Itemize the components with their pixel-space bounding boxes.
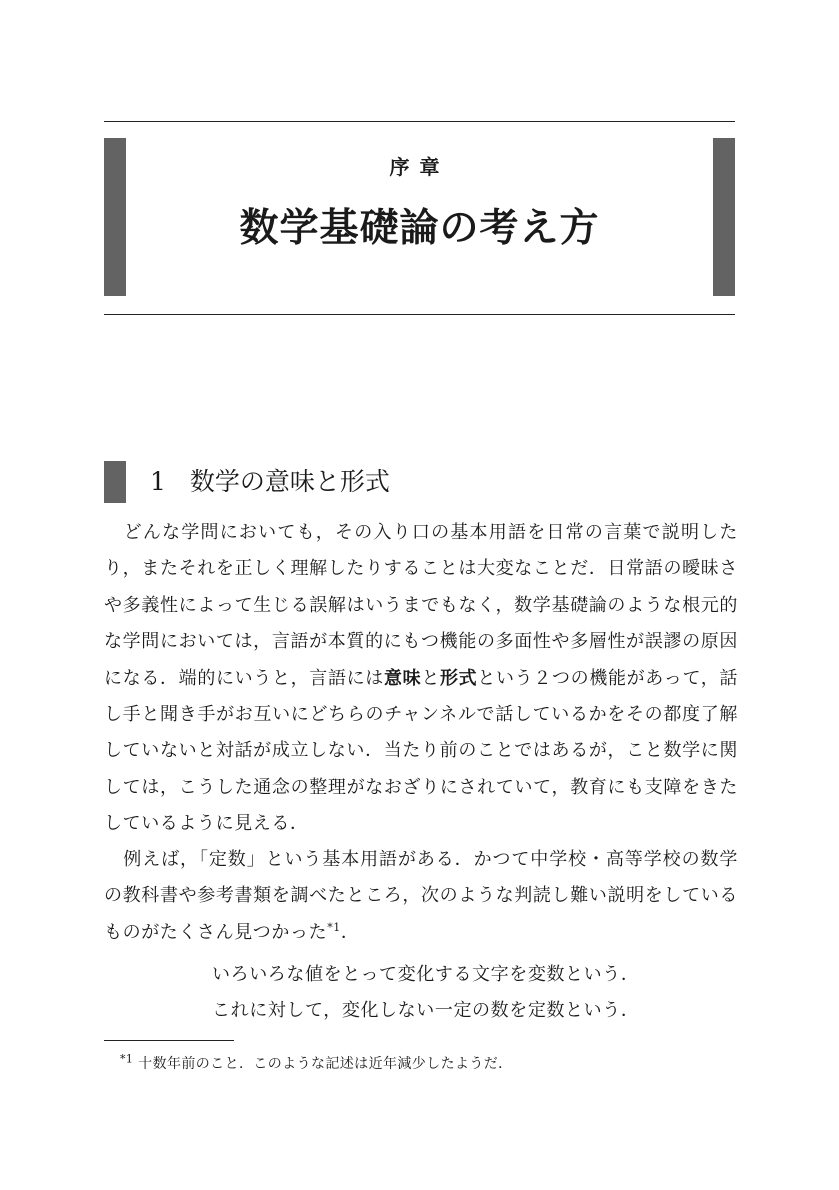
footnote-rule [104,1040,234,1041]
paragraph-2-text: 例えば，「定数」という基本用語がある．かつて中学校・高等学校の数学の教科書や参考書類を調べたところ，次のような判読し難い説明をしているものがたくさん見つかった [104,849,738,943]
chapter-label: 序章 [389,155,450,179]
chapter-bottom-rule [104,314,735,315]
footnote-text: 十数年前のこと．このような記述は近年減少したようだ． [138,1056,513,1072]
chapter-top-rule [104,121,735,122]
section-number: 1 [150,467,166,496]
section-marker-bar [104,461,126,503]
quote-line-2: これに対して，変化しない一定の数を定数という． [212,1000,640,1021]
footnote-reference[interactable]: *1 [327,920,341,934]
chapter-title: 数学基礎論の考え方 [239,206,600,251]
term-form: 形式 [439,667,478,689]
section-title: 数学の意味と形式 [189,467,390,496]
paragraph-1-conjunction: と [421,667,440,689]
paragraph-2 [104,842,738,951]
footnote [120,1053,513,1073]
section-heading [150,462,390,498]
paragraph-2-end: ． [340,921,360,943]
footnote-mark: *1 [120,1052,134,1066]
quote-line-1: いろいろな値をとって変化する文字を変数という． [212,964,640,985]
term-meaning: 意味 [383,667,422,689]
paragraph-1 [104,515,738,843]
paragraph-1-text-b: という２つの機能があって，話し手と聞き手がお互いにどちらのチャンネルで話しているかをその都度了解していないと対話が成立しない．当たり前のことではあるが，こと数学に関しては，こうした通念の整理がなおざりにされていて，教育にも支障をきたしているように見える． [104,667,739,835]
paragraph-1-text-a: どんな学問においても，その入り口の基本用語を日常の言葉で説明したり，またそれを正しく理解したりすることは大変なことだ．日常語の曖昧さや多義性によって生じる誤解はいうまでもなく，数学基礎論のような根元的な学問においては，言語が本質的にもつ機能の多面性や多層性が誤謬の原因になる．端的にいうと，言語には [104,522,738,689]
